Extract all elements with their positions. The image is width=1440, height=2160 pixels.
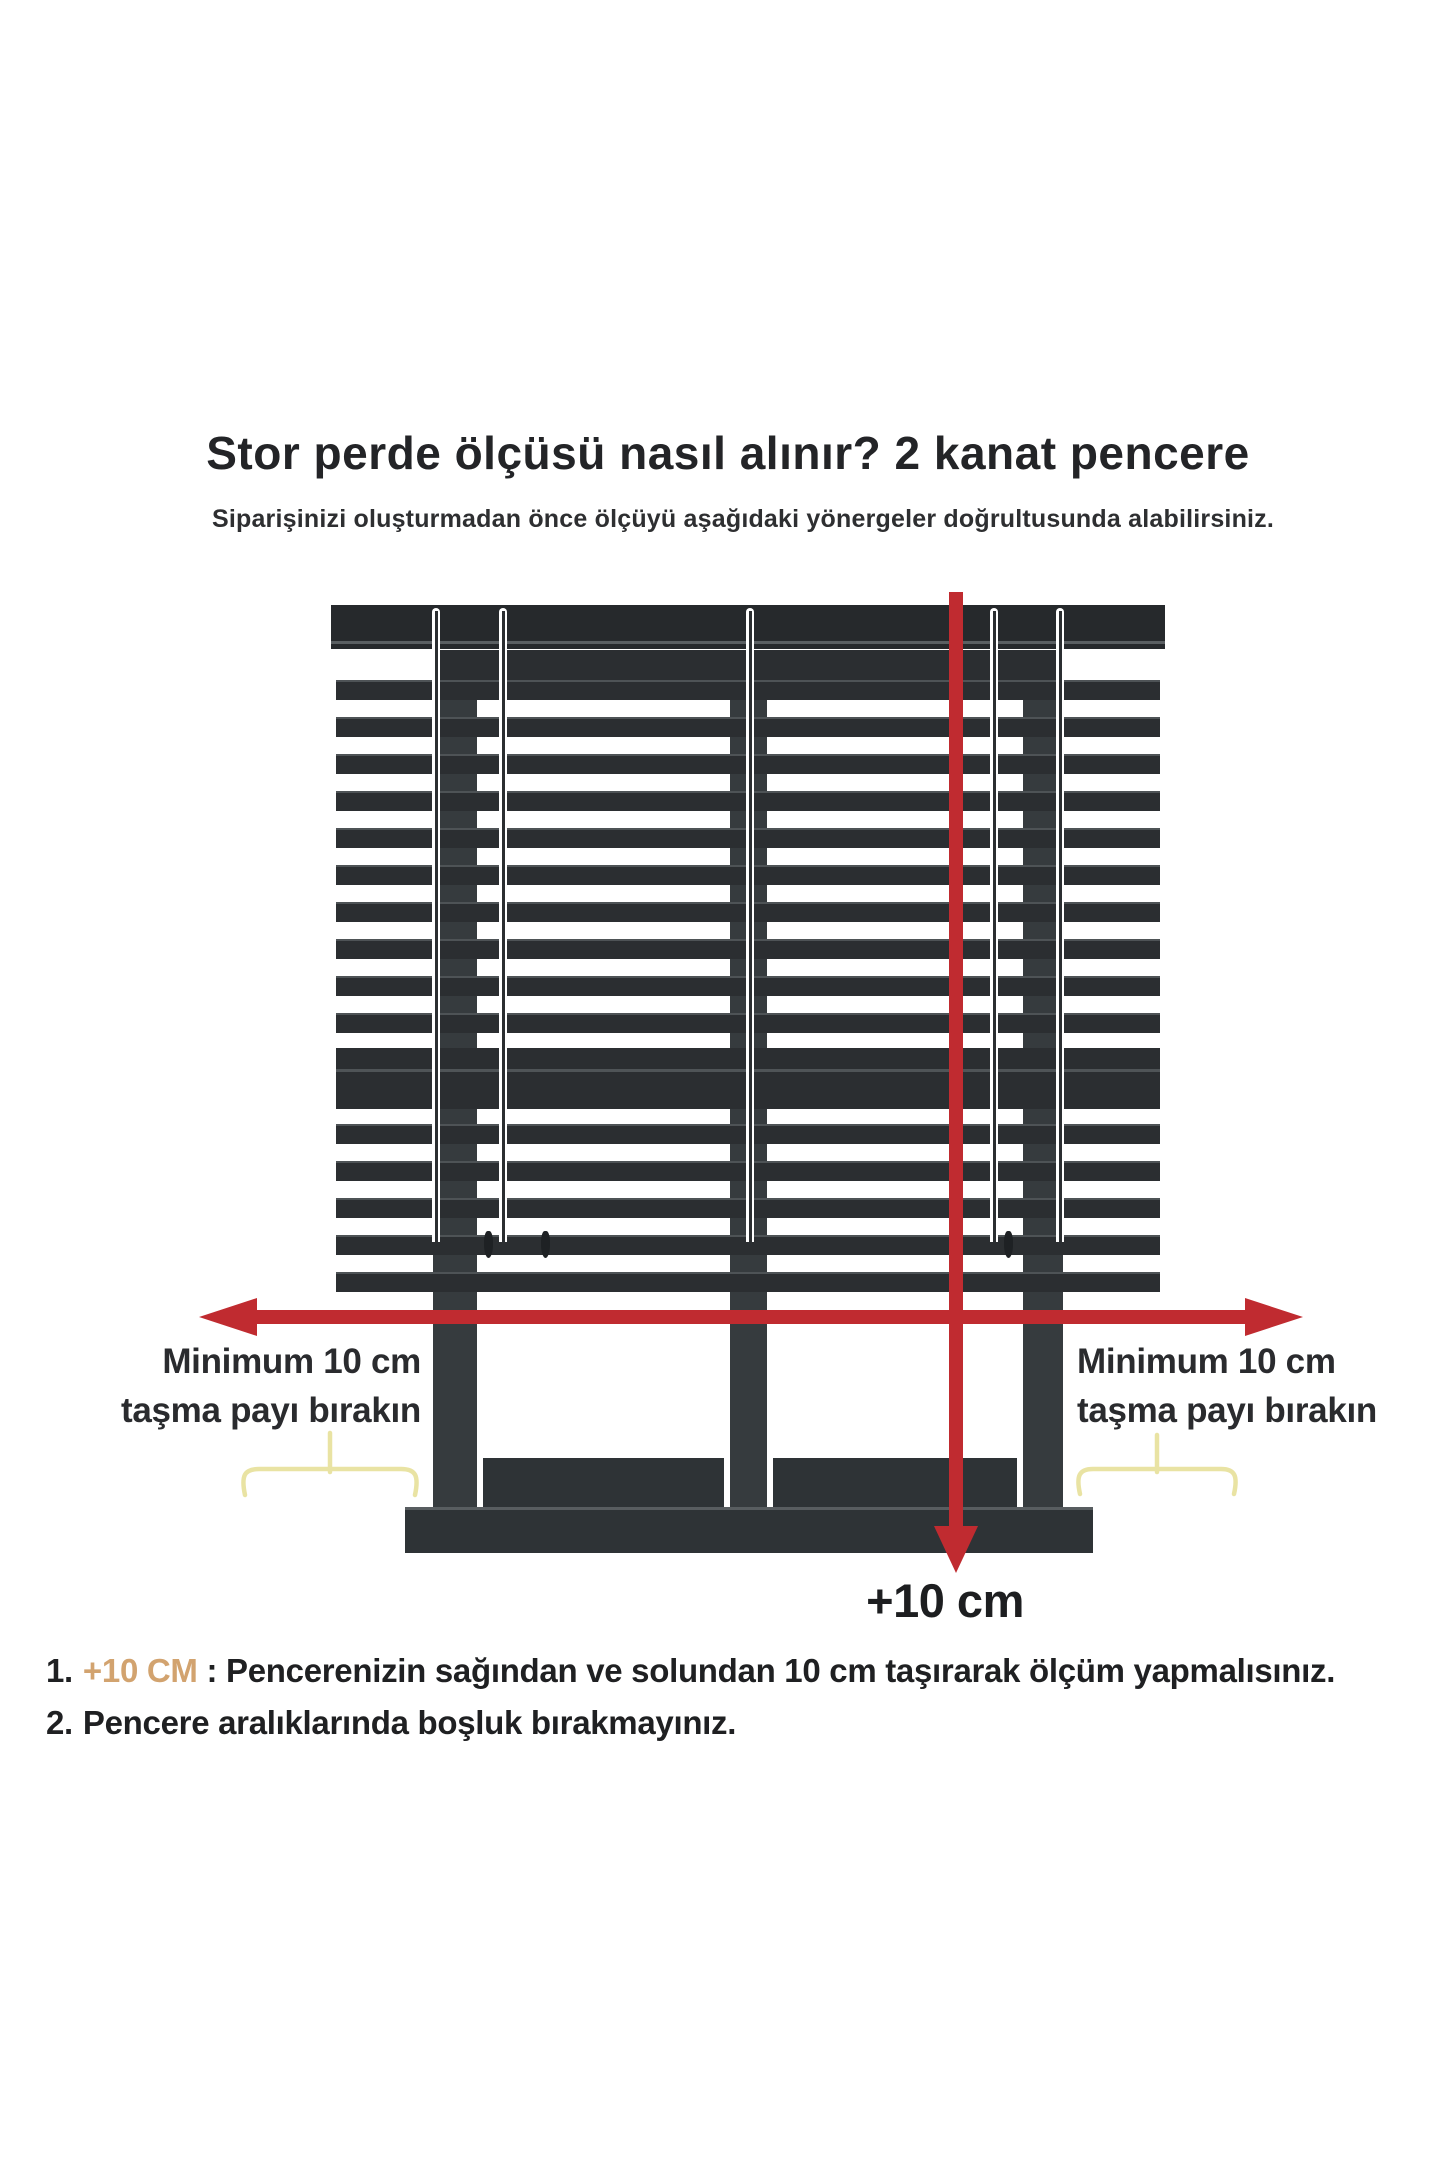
instruction-item-2	[46, 1697, 1406, 1749]
right-overhang-label-line1: Minimum 10 cm	[1077, 1342, 1336, 1381]
instruction-2-text: Pencere aralıklarında boşluk bırakmayınız.	[82, 1704, 737, 1741]
instruction-2-number: 2.	[46, 1704, 73, 1741]
left-overhang-label-line2: taşma payı bırakın	[120, 1391, 421, 1430]
instruction-list	[46, 1645, 1406, 1749]
instruction-1-number: 1.	[46, 1652, 73, 1689]
page-title: Stor perde ölçüsü nasıl alınır? 2 kanat pencere	[206, 427, 1250, 479]
bottom-measure-label: +10 cm	[866, 1574, 1024, 1627]
right-overhang-label	[1077, 1337, 1440, 1435]
left-overhang-brace-icon	[243, 1433, 416, 1495]
instruction-1-text: : Pencerenizin sağından ve solundan 10 cm taşırarak ölçüm yapmalısınız.	[197, 1652, 1336, 1689]
left-overhang-label-line1: Minimum 10 cm	[162, 1342, 421, 1381]
instruction-1-highlight: +10 CM	[82, 1652, 198, 1689]
page-subtitle: Siparişinizi oluşturmadan önce ölçüyü aşağıdaki yönergeler doğrultusunda alabilirsiniz.	[211, 505, 1275, 533]
right-overhang-brace-icon	[1078, 1435, 1235, 1494]
instruction-item-1	[46, 1645, 1406, 1697]
left-overhang-label	[21, 1337, 421, 1435]
right-overhang-label-line2: taşma payı bırakın	[1077, 1391, 1378, 1430]
